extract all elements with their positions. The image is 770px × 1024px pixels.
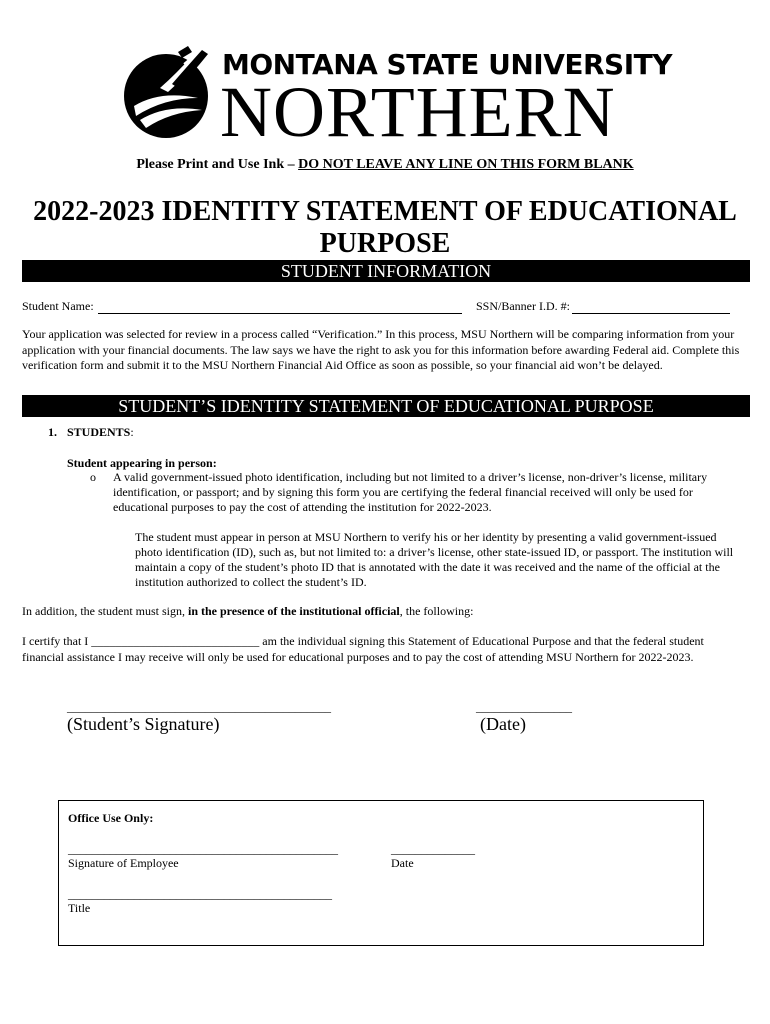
employee-signature-label: Signature of Employee [68, 856, 179, 870]
university-logo [120, 44, 673, 152]
ssn-label: SSN/Banner I.D. #: [476, 299, 570, 313]
instruction-warning: DO NOT LEAVE ANY LINE ON THIS FORM BLANK [298, 157, 634, 172]
students-colon: : [130, 425, 134, 439]
form-title-line2: PURPOSE [319, 228, 451, 259]
students-label: STUDENTS [67, 425, 131, 439]
form-title-line1: 2022-2023 IDENTITY STATEMENT OF EDUCATIONAL [33, 196, 737, 227]
identity-statement-header: STUDENT’S IDENTITY STATEMENT OF EDUCATIONAL PURPOSE [22, 395, 750, 417]
in-person-subhead: Student appearing in person: [67, 456, 217, 470]
form-title [20, 196, 750, 260]
office-use-box [58, 800, 704, 946]
verification-paragraph: Your application was selected for review in a process called “Verification.” In this process, MSU Northern will be comparing information from your application with your financial documents. The law says we have the right to ask you for this information before awarding Federal aid. Complete this verification form and submit it to the MSU Northern Financial Aid Office as soon as possible, so your financial aid won’t be delayed. [22, 327, 740, 372]
instruction-prefix: Please Print and Use Ink – [136, 157, 299, 172]
student-name-field[interactable] [98, 313, 462, 314]
item-number: 1. [48, 425, 57, 439]
student-information-header: STUDENT INFORMATION [22, 260, 750, 282]
employee-signature-line[interactable]: _____________________________________________ [68, 842, 338, 856]
students-item [67, 425, 134, 440]
university-emblem-icon [120, 44, 216, 140]
student-date-line[interactable]: ________________ [476, 700, 572, 714]
office-date-line[interactable]: ______________ [391, 842, 475, 856]
in-person-note: The student must appear in person at MSU Northern to verify his or her identity by presenting a valid government-issued photo identification (ID), such as, but not limited to: a driver’s license, other state-issued ID, or passport. The institution will maintain a copy of the student’s photo ID that is annotated with the date it was received and the name of the official at the institution authorized to collect the student’s ID. [135, 530, 734, 589]
logo-university-name: MONTANA STATE UNIVERSITY [222, 48, 673, 81]
ssn-field[interactable] [572, 313, 730, 314]
photo-id-bullet: A valid government-issued photo identification, including but not limited to a driver’s license, non-driver’s license, military identification, or passport; and by signing this form you are certifying the federal financial received will only be used for educational purposes to pay the cost of attending the institution for 2022-2023. [113, 470, 708, 514]
logo-campus-name: NORTHERN [220, 72, 616, 152]
student-name-label: Student Name: [22, 299, 94, 313]
student-signature-line[interactable]: ____________________________________________ [67, 700, 331, 714]
institutional-official-emphasis: in the presence of the institutional official [188, 604, 400, 618]
employee-title-line[interactable]: ____________________________________________ [68, 887, 332, 901]
student-signature-label: (Student’s Signature) [67, 714, 220, 734]
print-instruction [0, 157, 770, 173]
certification-statement: I certify that I ____________________________ am the individual signing this Statement of Educational Purpose and that the federal student financial assistance I may receive will only be used for educational purposes and to pay the cost of attending MSU Northern for 2022-2023. [22, 634, 704, 664]
signing-requirement: In addition, the student must sign, in the presence of the institutional official, the following: [22, 604, 474, 618]
office-date-label: Date [391, 856, 414, 870]
office-use-heading: Office Use Only: [68, 811, 154, 825]
employee-title-label: Title [68, 901, 91, 915]
bullet-glyph: o [90, 470, 96, 484]
student-date-label: (Date) [480, 714, 526, 734]
